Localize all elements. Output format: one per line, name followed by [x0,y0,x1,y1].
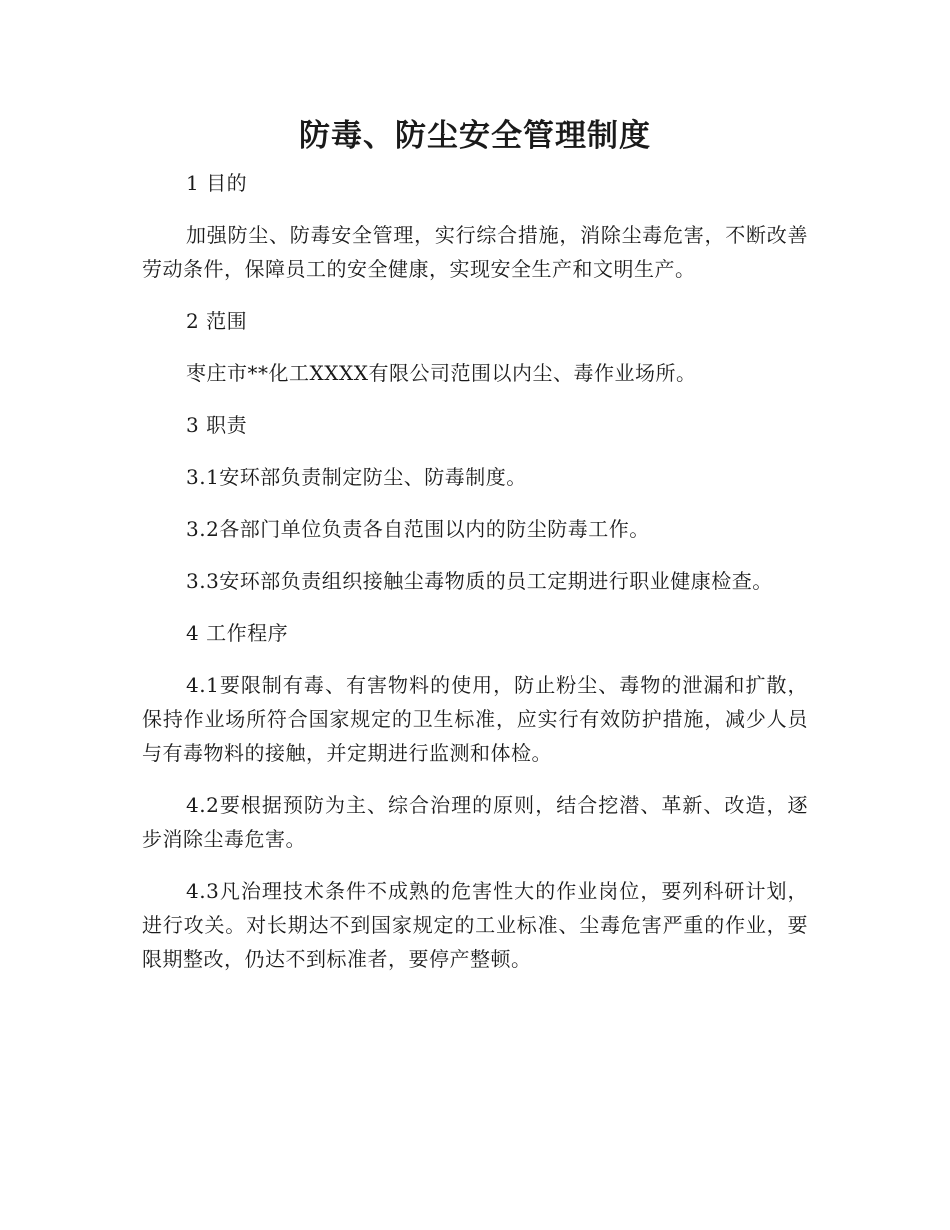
duty-3-3: 3.3安环部负责组织接触尘毒物质的员工定期进行职业健康检查。 [186,569,773,593]
document-title: 防毒、防尘安全管理制度 [299,118,651,154]
section-heading-duties: 3 职责 [186,413,248,437]
procedure-4-3: 4.3凡治理技术条件不成熟的危害性大的作业岗位，要列科研计划，进行攻关。对长期达不到国家规定的工业标准、尘毒危害严重的作业，要限期整改，仍达不到标准者，要停产整顿。 [142,879,808,971]
duty-3-2: 3.2各部门单位负责各自范围以内的防尘防毒工作。 [186,517,650,541]
section-heading-scope: 2 范围 [186,309,248,333]
scope-text: 枣庄市**化工XXXX有限公司范围以内尘、毒作业场所。 [186,361,697,385]
section-heading-purpose: 1 目的 [186,171,248,195]
procedure-4-1: 4.1要限制有毒、有害物料的使用，防止粉尘、毒物的泄漏和扩散，保持作业场所符合国家规定的卫生标准，应实行有效防护措施，减少人员与有毒物料的接触，并定期进行监测和体检。 [142,673,808,765]
document-body [142,166,808,994]
purpose-text: 加强防尘、防毒安全管理，实行综合措施，消除尘毒危害，不断改善劳动条件，保障员工的安全健康，实现安全生产和文明生产。 [142,223,808,281]
duty-3-1: 3.1安环部负责制定防尘、防毒制度。 [186,465,527,489]
procedure-4-2: 4.2要根据预防为主、综合治理的原则，结合挖潜、革新、改造，逐步消除尘毒危害。 [142,793,808,851]
section-heading-procedure: 4 工作程序 [186,621,289,645]
